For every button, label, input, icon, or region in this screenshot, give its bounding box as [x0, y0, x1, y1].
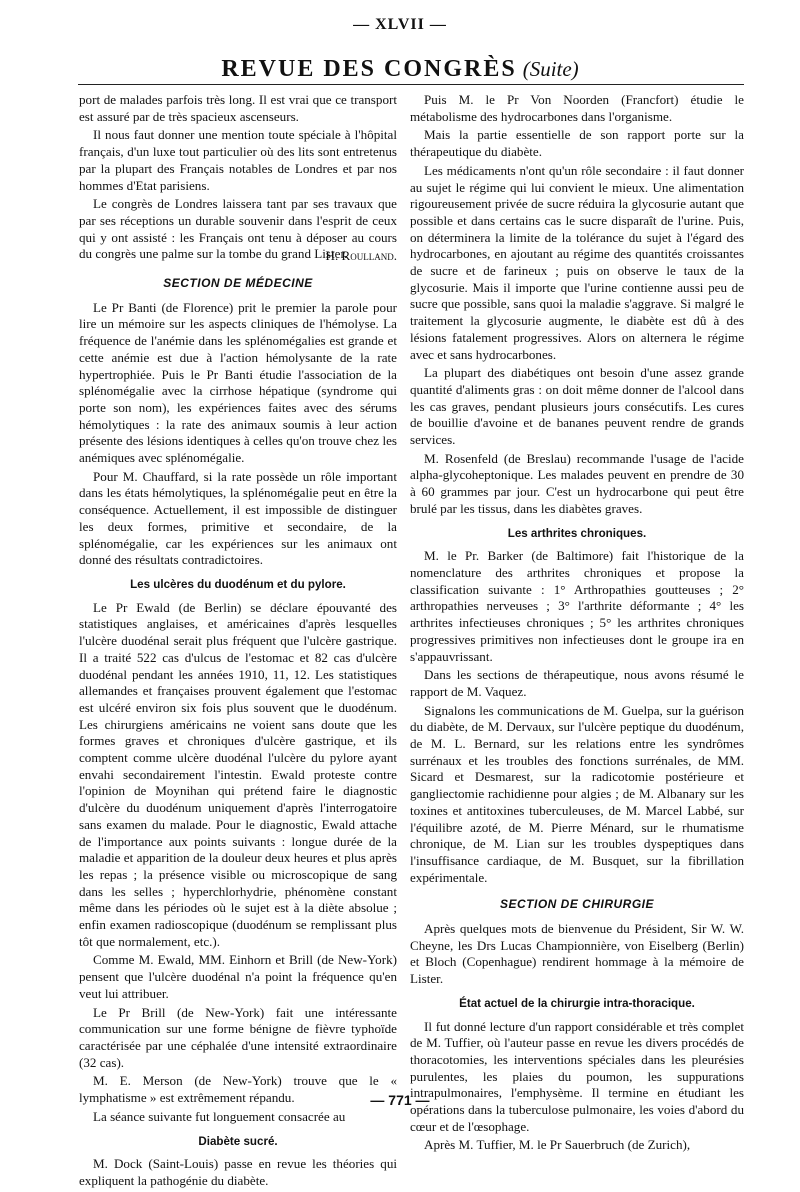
page-number: — 771 — — [370, 1092, 430, 1108]
running-title-text: REVUE DES CONGRÈS — [221, 56, 517, 82]
paragraph: Le Pr Ewald (de Berlin) se déclare épouvanté des statistiques anglaises, et américaines d'après lesquelles l'ulcère duodénal serait plus fréquent que l'ulcère gastrique. Il a traité 522 cas d'ulcus de l'estomac et 82 cas d'ulcère duodénal pendant les années 1910, 11, 12. Les statistiques allemandes et françaises prouvent également que l'estomac est ulcéré environ six fois plus souvent que le duodénum. Les chirurgiens américains ne voient sans doute que les formes graves et chroniques d'ulcère gastrique, et ils comptent comme ulcère duodénal l'ulcère du pylore ayant envahi secondairement l'intestin. Ewald proteste contre l'opinion de Moynihan qui prétend faire le diagnostic d'ulcère du duodénum uniquement d'après l'interrogatoire sans examen du malade. Pour le diagnostic, Ewald attache de l'importance aux points suivants : longue durée de la maladie et apparition de la douleur deux heures et plus après les repas ; la présence visible ou microscopique de sang dans les selles ; hyperchlorhydrie, phénomène constant même dans les périodes où le sujet est à la diète absolue ; enfin examen radioscopique (duodénum se remplissant plus tôt que normalement, etc.). — [79, 599, 397, 949]
page-roman-numeral: — XLVII — — [353, 16, 447, 33]
running-title-suffix: (Suite) — [522, 57, 579, 81]
subheading-diabete: Diabète sucré. — [198, 1134, 278, 1148]
section-heading-medecine: SECTION DE MÉDECINE — [163, 276, 313, 291]
paragraph: La séance suivante fut longuement consacrée au — [93, 1108, 346, 1124]
paragraph: Comme M. Ewald, MM. Einhorn et Brill (de New-York) pensent que l'ulcère duodénal n'a point la fréquence qu'en veut lui attribuer. — [79, 952, 397, 1001]
paragraph: port de malades parfois très long. Il est vrai que ce transport est assuré par de très spacieux ascenseurs. — [79, 92, 397, 124]
paragraph: Signalons les communications de M. Guelpa, sur la guérison du diabète, de M. Dervaux, sur l'ulcère peptique du duodénum, de M. L. Bernard, sur les relations entre les syndrômes surrénaux et les troubles des fonctions surrénales, de MM. Sicard et Desmarest, sur la radicotomie postérieure et gangliectomie rachidienne pour algies ; de M. Albanary sur les toxines et antitoxines tuberculeuses, de M. Marcel Labbé, sur l'équilibre azoté, de M. Pierre Ménard, sur le rhumatisme chronique, de M. Lian sur les troubles dyspeptiques dans l'insuffisance cardiaque, de M. Busquet, sur la fibrillation expérimentale. — [410, 702, 744, 885]
paragraph: Après quelques mots de bienvenue du Président, Sir W. W. Cheyne, les Drs Lucas Championnière, von Eiselberg (Berlin) et Bloch (Copenhague) rendirent hommage à la mémoire de Lister. — [410, 921, 744, 987]
paragraph: M. Dock (Saint-Louis) passe en revue les théories qui expliquent la pathogénie du diabète. — [79, 1156, 397, 1188]
paragraph: Il nous faut donner une mention toute spéciale à l'hôpital français, d'un luxe tout particulier où des lits sont entretenus par la plupart des Français notables de Londres et par nos hommes d'Etat parisiens. — [79, 127, 397, 193]
running-title — [0, 56, 800, 83]
paragraph: Le congrès de Londres laissera tant par ses travaux que par ses réceptions un durable souvenir dans l'esprit de ceux qui y ont assisté : les Français ont tenu à déposer au cours du congrès une palme sur la tombe du grand Lister. — [79, 196, 397, 262]
paragraph: Le Pr Banti (de Florence) prit le premier la parole pour lire un mémoire sur les aspects cliniques de l'hémolyse. La fréquence de l'anémie dans les splénomégalies est grande et cette anémie est due à l'action hémolysante de la rate hypertrophiée. Puis le Pr Banti étudie l'association de la splénomégalie avec la cirrhose hépatique (syndrome qui porte son nom), les expériences faites avec des sérums hémolytiques : la rate des animaux soumis à leur action présente des lésions identiques à celles qu'on trouve chez les anémiques avec splénomégalie. — [79, 299, 397, 466]
paragraph: Après M. Tuffier, M. le Pr Sauerbruch (de Zurich), — [424, 1137, 691, 1153]
section-heading-chirurgie: SECTION DE CHIRURGIE — [499, 897, 654, 912]
subheading-ulceres: Les ulcères du duodénum et du pylore. — [130, 578, 346, 591]
subheading-arthrites: Les arthrites chroniques. — [507, 526, 647, 540]
signature-text: H. Roulland. — [325, 248, 397, 264]
paragraph: Puis M. le Pr Von Noorden (Francfort) étudie le métabolisme des hydrocarbones dans l'organisme. — [410, 92, 744, 124]
paragraph: Mais la partie essentielle de son rapport porte sur la thérapeutique du diabète. — [410, 127, 744, 160]
paragraph: M. Rosenfeld (de Breslau) recommande l'usage de l'acide alpha-glycoheptonique. Les malades peuvent en prendre de 30 à 60 grammes par jour. C'est un hydrocarbone qui peut être brulé par les tissus, dans les diabètes graves. — [410, 450, 744, 516]
subheading-chirurgie-thoracique: État actuel de la chirurgie intra-thoracique. — [459, 996, 695, 1010]
paragraph: Il fut donné lecture d'un rapport considérable et très complet de M. Tuffier, où l'auteur passe en revue les divers procédés de thoracotomies, les interventions spéciales dans les pleurésies purulentes, les plaies du poumon, les suppurations intrapulmonaires, l'emphysème. Il termine en étudiant les opérations dans la tuberculose pulmonaire, les voies d'abord du cœur et de l'œsophage. — [410, 1018, 744, 1134]
right-column — [410, 92, 744, 1156]
paragraph: M. le Pr. Barker (de Baltimore) fait l'historique de la nomenclature des arthrites chroniques et propose la classification suivante : 1° Arthropathies goutteuses ; 2° arthropathies nerveuses ; 3° l'arthrite déformante ; 4° les arthrites infectieuses chroniques ; 5° les arthrites chroniques progressives primitives non infectieuses dont le groupe ira en s'appauvrissant. — [410, 548, 744, 664]
header-rule — [78, 84, 744, 85]
paragraph: M. E. Merson (de New-York) trouve que le « lymphatisme » est extrêmement répandu. — [79, 1073, 397, 1106]
paragraph: Pour M. Chauffard, si la rate possède un rôle important dans les états hémolytiques, la splénomégalie peut en être la conséquence. Actuellement, il est impossible de distinguer les deux formes, primitive et secondaire, de la splénomégalie, car les expériences sur les animaux ont donné des résultats contradictoires. — [79, 468, 397, 568]
paragraph: Les médicaments n'ont qu'un rôle secondaire : il faut donner au sujet le régime qui lui convient le mieux. Une alimentation rigoureusement privée de sucre réduira la glycosurie autant que possible et dans certains cas le sucre disparaît de l'urine. Puis, on déterminera la limite de la tolérance du sujet à l'égard des hydrocarbones, en ajoutant au régime des quantités croissantes de sucre et de farineux ; puis on observe le taux de la glycosurie. Mais il importe que l'urine contienne aussi peu de sucre que possible, sans quoi la maladie s'aggrave. Si malgré le traitement la glycosurie augmente, le diabète est dû à des lésions fatalement progressives. Alors on alternera le régime avec et sans hydrocarbones. — [410, 162, 744, 362]
paragraph: Le Pr Brill (de New-York) fait une intéressante communication sur une forme bénigne de fièvre typhoïde caractérisée par une céphalée d'une intensité extraordinaire (32 cas). — [79, 1004, 397, 1070]
paragraph: La plupart des diabétiques ont besoin d'une assez grande quantité d'aliments gras : on doit même donner de l'alcool dans les cas graves, pendant plusieurs jours consécutifs. Les cures de bouillie d'avoine et de bananes peuvent rendre de grands services. — [410, 365, 744, 448]
left-column — [79, 92, 397, 1192]
paragraph: Dans les sections de thérapeutique, nous avons résumé le rapport de M. Vaquez. — [410, 667, 744, 699]
